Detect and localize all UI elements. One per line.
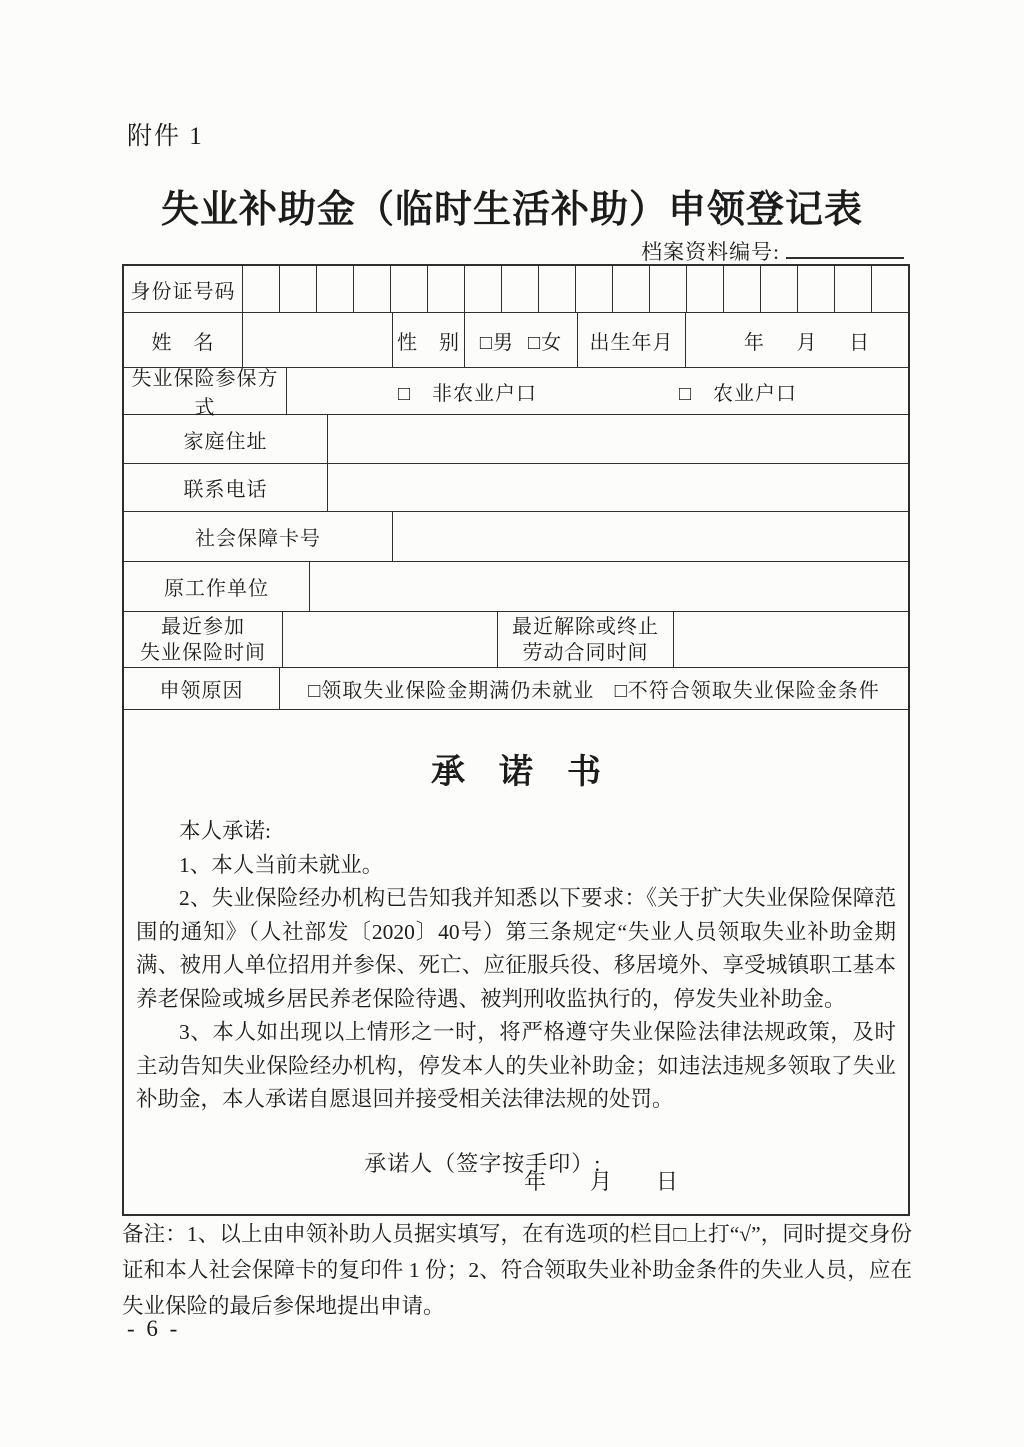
commitment-body (136, 815, 896, 1117)
year-unit-label: 年 (523, 1169, 546, 1194)
archive-number-field[interactable] (786, 256, 904, 259)
phone-label: 联系电话 (183, 479, 268, 501)
employer-label: 原工作单位 (164, 578, 269, 600)
social-card-label: 社会保障卡号 (195, 528, 321, 550)
contract-end-label (497, 612, 673, 667)
commitment-section (124, 709, 908, 1214)
page-number: - 6 - (127, 1316, 181, 1341)
id-digit-cell[interactable] (353, 266, 390, 312)
address-field[interactable] (327, 415, 908, 463)
name-row (124, 312, 908, 367)
gender-label: 性 别 (392, 313, 464, 367)
birth-date-field[interactable] (685, 313, 908, 367)
employer-row (124, 561, 908, 611)
reason-label: 申领原因 (159, 680, 244, 702)
gender-options (464, 313, 577, 367)
agricultural-checkbox[interactable]: □ 农业户口 (678, 382, 798, 405)
reason-ineligible-checkbox[interactable]: □不符合领取失业保险金条件 (614, 680, 880, 702)
id-digit-cell[interactable] (427, 266, 464, 312)
reason-options (279, 668, 908, 709)
id-digit-cell[interactable] (538, 266, 575, 312)
reason-row (124, 667, 908, 709)
gender-male-checkbox[interactable]: □男 (479, 331, 514, 354)
reason-expired-checkbox[interactable]: □领取失业保险金期满仍未就业 (308, 680, 595, 702)
insurance-type-label: 失业保险参保方式 (131, 368, 279, 419)
id-digit-cell[interactable] (797, 266, 834, 312)
commitment-date-line[interactable] (124, 1165, 908, 1196)
year-unit-label: 年 (743, 331, 765, 354)
id-digit-cell[interactable] (871, 266, 908, 312)
id-number-row (124, 266, 908, 312)
phone-row (124, 463, 908, 511)
insurance-time-label (124, 612, 282, 667)
insurance-time-row (124, 611, 908, 667)
contract-end-label-line2: 劳动合同时间 (522, 641, 649, 664)
day-unit-label: 日 (849, 331, 871, 354)
contract-end-label-line1: 最近解除或终止 (512, 615, 659, 638)
id-digit-cell[interactable] (723, 266, 760, 312)
application-form-table (122, 264, 910, 1216)
employer-field[interactable] (309, 562, 908, 611)
id-digit-cell[interactable] (686, 266, 723, 312)
phone-field[interactable] (327, 464, 908, 511)
month-unit-label: 月 (589, 1169, 612, 1194)
month-unit-label: 月 (796, 331, 818, 354)
insurance-type-row (124, 367, 908, 419)
gender-female-checkbox[interactable]: □女 (528, 331, 563, 354)
id-digit-cell[interactable] (279, 266, 316, 312)
signer-label: 承诺人（签字按手印）: (364, 1150, 602, 1176)
non-agricultural-checkbox[interactable]: □ 非农业户口 (397, 382, 538, 405)
remarks-text: 备注：1、以上由申领补助人员据实填写，在有选项的栏目□上打“√”，同时提交身份证和本人社会保障卡的复印件 1 份；2、符合领取失业补助金条件的失业人员，应在失业保险的最后参保地提出申请。 (122, 1222, 912, 1318)
day-unit-label: 日 (656, 1169, 679, 1194)
id-digit-cell[interactable] (612, 266, 649, 312)
address-row (124, 414, 908, 463)
archive-number-label: 档案资料编号: (641, 240, 780, 264)
id-digit-cell[interactable] (834, 266, 871, 312)
contract-end-field[interactable] (673, 612, 908, 667)
commitment-title: 承 诺 书 (431, 754, 601, 791)
insurance-time-label-line1: 最近参加 (161, 615, 245, 638)
insurance-time-field[interactable] (282, 612, 497, 667)
id-digit-cell[interactable] (316, 266, 353, 312)
insurance-type-options (286, 368, 908, 414)
commitment-item-1: 1、本人当前未就业。 (179, 852, 384, 877)
page-title: 失业补助金（临时生活补助）申领登记表 (160, 189, 863, 231)
birth-date-label: 出生年月 (577, 313, 685, 367)
id-digit-cell[interactable] (464, 266, 501, 312)
name-label: 姓 名 (151, 331, 215, 354)
id-digit-cell[interactable] (760, 266, 797, 312)
id-digit-cell[interactable] (390, 266, 427, 312)
commitment-intro: 本人承诺: (179, 819, 271, 843)
address-label: 家庭住址 (183, 430, 268, 453)
name-field[interactable] (242, 313, 392, 367)
commitment-item-2: 2、失业保险经办机构已告知我并知悉以下要求：《关于扩大失业保险保障范围的通知》（人社部发〔2020〕40号）第三条规定“失业人员领取失业补助金期满、被用人单位招用并参保、死亡、应征服兵役、移居境外、享受城镇职工基本养老保险或城乡居民养老保险待遇、被判刑收监执行的，停发失业补助金。 (136, 886, 896, 1011)
commitment-item-3: 3、本人如出现以上情形之一时，将严格遵守失业保险法律法规政策，及时主动告知失业保险经办机构，停发本人的失业补助金；如违法违规多领取了失业补助金，本人承诺自愿退回并接受相关法律法规的处罚。 (136, 1020, 896, 1111)
id-number-label: 身份证号码 (130, 280, 236, 303)
id-digit-cell[interactable] (501, 266, 538, 312)
id-digit-cell[interactable] (575, 266, 612, 312)
insurance-time-label-line2: 失业保险时间 (140, 641, 266, 664)
id-digit-cell[interactable] (649, 266, 686, 312)
id-digit-cell[interactable] (242, 266, 279, 312)
archive-number-line (641, 236, 904, 266)
social-card-row (124, 511, 908, 561)
attachment-label: 附件 1 (127, 123, 204, 150)
social-card-field[interactable] (392, 512, 908, 561)
